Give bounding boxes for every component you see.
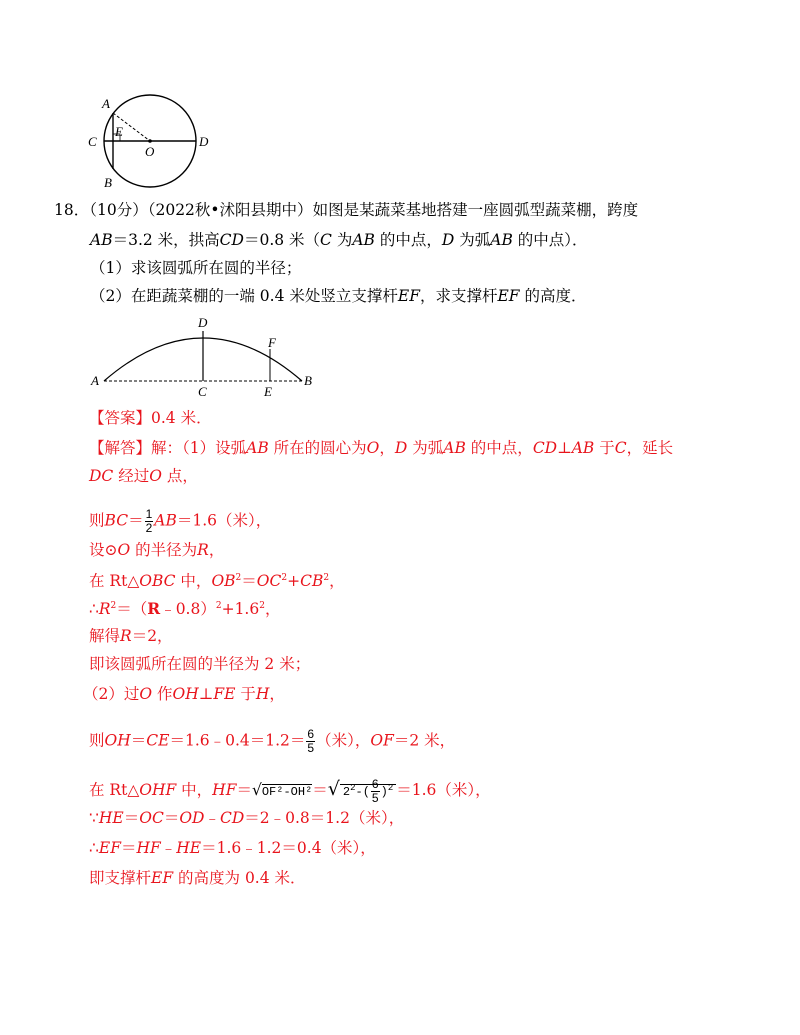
var: CE <box>146 731 170 750</box>
var: C <box>614 439 627 457</box>
var: CD <box>219 809 245 827</box>
solution-text: ＝2， <box>131 627 173 645</box>
var-ab: AB <box>352 231 375 249</box>
solution-text: 于 <box>594 439 615 457</box>
solution-text: ＝（ <box>116 600 148 619</box>
solution-line-5 <box>89 568 345 591</box>
exponent: 2 <box>387 783 394 793</box>
var: OB <box>211 572 236 591</box>
fraction-numerator: 6 <box>307 727 315 741</box>
var: D <box>394 439 408 457</box>
solution-line-3 <box>89 508 271 535</box>
solution-text: ， <box>208 541 225 559</box>
problem-line-2 <box>90 230 588 250</box>
solution-text: ， <box>269 685 285 703</box>
solution-line-12 <box>89 808 404 828</box>
solution-text: ，延长 <box>626 439 674 457</box>
problem-text: 为弧 <box>454 231 491 249</box>
solution-text: ， <box>264 600 281 619</box>
var: BC <box>104 511 129 530</box>
solution-text: + <box>287 572 301 591</box>
question-1 <box>90 258 301 278</box>
solution-line-4 <box>89 540 224 560</box>
var: AB <box>154 511 177 530</box>
solution-text: +1.6 <box>221 600 260 619</box>
solution-text: ＝ <box>241 572 257 591</box>
problem-score: （10分） <box>89 201 148 219</box>
label-b: B <box>104 175 112 190</box>
solution-line-6 <box>89 596 280 619</box>
var-c: C <box>320 231 332 249</box>
label-f: F <box>268 335 276 350</box>
solution-text: ﹣ <box>204 809 220 827</box>
fraction-six-fifths <box>306 728 315 755</box>
solution-text: ＝ <box>236 781 252 799</box>
arch-figure <box>88 312 328 402</box>
circle-figure <box>82 88 222 194</box>
var-ef: EF <box>397 287 420 305</box>
var: R <box>98 600 111 619</box>
solution-text: 作 <box>152 685 173 703</box>
var-ab: AB <box>90 231 113 249</box>
var-ef: EF <box>497 287 520 305</box>
solution-text: 的高度为 0.4 米． <box>173 869 306 887</box>
var-bold: R <box>147 599 161 619</box>
solution-text: 经过 <box>113 467 150 485</box>
solution-line-14 <box>89 868 306 888</box>
solution-line-8 <box>89 654 310 674</box>
solution-text: 则 <box>89 731 105 750</box>
solution-line-9 <box>83 684 285 704</box>
problem-text: ＝0.8 米（ <box>243 231 321 249</box>
label-b: B <box>304 373 312 388</box>
var: OH <box>172 685 199 703</box>
sqrt-expression-2 <box>327 777 396 806</box>
label-d: D <box>198 315 208 330</box>
solution-text: ∴ <box>89 839 99 857</box>
var: OC <box>139 809 164 827</box>
var: HE <box>98 809 124 827</box>
var: DC <box>89 467 114 485</box>
solution-text: （2）过 <box>83 685 140 703</box>
problem-text: 为 <box>331 231 353 249</box>
solution-text: ∵ <box>89 809 99 827</box>
var: EF <box>98 839 121 857</box>
sqrt-sign-icon: √ <box>251 781 262 799</box>
label-e: E <box>115 124 123 139</box>
solution-text: 中， <box>176 781 213 799</box>
var: EF <box>151 869 174 887</box>
solution-text: 中， <box>175 572 212 591</box>
var: HF <box>212 781 237 799</box>
solution-text: ＝1.6﹣0.4＝1.2＝ <box>169 731 306 750</box>
solution-text: 的中点， <box>465 439 533 457</box>
question-2-text: 的高度． <box>519 287 587 305</box>
solution-text: ＝ <box>312 781 328 799</box>
solution-line-2 <box>89 466 198 486</box>
solution-text: ＝1.6﹣1.2＝0.4（米）， <box>201 839 376 857</box>
solution-text: 即支撑杆 <box>89 869 152 887</box>
solution-text: ⊥ <box>557 439 572 457</box>
problem-line-1 <box>54 200 638 220</box>
var: R <box>120 627 132 645</box>
var: FE <box>213 685 236 703</box>
sqrt-radicand: OF²-OH² <box>261 785 313 799</box>
solution-text: ＝2﹣0.8＝1.2（米）， <box>244 809 405 827</box>
solution-text: ＝ <box>163 809 180 827</box>
label-o: O <box>145 144 155 159</box>
solution-text: （米）， <box>316 731 371 750</box>
solution-text: ， <box>329 572 345 591</box>
solution-line-13 <box>89 838 376 858</box>
label-a: A <box>91 373 99 388</box>
solution-text: ＝ <box>128 511 144 530</box>
solution-text: 为弧 <box>407 439 444 457</box>
solution-text: 于 <box>235 685 256 703</box>
var: O <box>139 685 153 703</box>
question-2-text: （2）在距蔬菜棚的一端 0.4 米处竖立支撑杆 <box>90 287 398 305</box>
question-2 <box>90 286 586 306</box>
answer-tag: 【答案】 <box>89 409 152 427</box>
solution-text: ﹣ <box>160 839 177 857</box>
exponent: 2 <box>350 783 356 793</box>
solution-text: ﹣0.8） <box>160 600 216 619</box>
sqrt-expression-1 <box>252 781 312 799</box>
var: OD <box>179 809 205 827</box>
sqrt-radicand <box>340 777 396 806</box>
solution-line-10 <box>89 728 455 755</box>
var: H <box>255 685 270 703</box>
question-1-text: （1）求该圆弧所在圆的半径； <box>90 259 302 277</box>
solution-text: ∴ <box>89 600 99 619</box>
center-point <box>148 139 152 143</box>
fraction-denominator: 2 <box>145 521 153 535</box>
fraction-half <box>145 508 154 535</box>
var: O <box>149 467 162 485</box>
label-e: E <box>264 384 272 399</box>
solution-text: 点， <box>161 467 198 485</box>
label-c: C <box>198 384 207 399</box>
solution-text: 则 <box>89 511 105 530</box>
var: CD <box>532 439 558 457</box>
fraction-numerator: 6 <box>371 777 379 792</box>
solution-tag: 【解答】 <box>89 439 152 457</box>
sqrt-sign-icon: √ <box>327 778 340 800</box>
solution-line-11 <box>89 778 491 805</box>
var: HF <box>136 839 161 857</box>
fraction-denominator: 5 <box>371 791 379 806</box>
fraction-numerator: 1 <box>145 507 153 521</box>
solution-text: ＝1.6（米）， <box>176 511 272 530</box>
solution-text: ＝ <box>120 839 137 857</box>
solution-text: ， <box>379 439 395 457</box>
var: OC <box>256 572 282 591</box>
problem-number: 18． <box>54 201 90 219</box>
radicand-part: ) <box>380 785 388 799</box>
solution-text: 解：（1）设弧 <box>151 439 247 457</box>
radicand-part: -( <box>355 785 370 799</box>
exponent: 2 <box>323 573 330 583</box>
solution-line-7 <box>89 626 173 646</box>
problem-text: 的中点， <box>374 231 442 249</box>
solution-text: 在 Rt△ <box>89 572 140 591</box>
answer-line <box>89 408 212 428</box>
var: OBC <box>139 572 176 591</box>
solution-text: 解得 <box>89 627 121 645</box>
exponent: 2 <box>235 573 242 583</box>
fraction-six-fifths <box>371 778 380 805</box>
var-cd: CD <box>219 231 244 249</box>
solution-text: 设⊙ <box>89 541 118 559</box>
label-d: D <box>199 134 209 149</box>
exponent: 2 <box>259 601 265 611</box>
solution-text: 的半径为 <box>130 541 198 559</box>
solution-text: ＝ <box>123 809 140 827</box>
var: HE <box>176 839 202 857</box>
solution-text: ＝1.6（米）， <box>396 781 491 799</box>
solution-text: ＝2 米， <box>393 731 456 750</box>
var: CB <box>300 572 324 591</box>
exponent: 2 <box>215 601 222 611</box>
fraction-denominator: 5 <box>307 741 315 755</box>
var: OH <box>104 731 131 750</box>
solution-text: ＝ <box>130 731 147 750</box>
var: AB <box>443 439 466 457</box>
radicand-part: 2 <box>342 785 351 799</box>
var: R <box>197 541 209 559</box>
var-ab: AB <box>490 231 513 249</box>
label-c: C <box>88 134 97 149</box>
var: O <box>117 541 131 559</box>
label-a: A <box>102 96 110 111</box>
problem-text: 的中点）． <box>512 231 588 249</box>
answer-value: 0.4 米． <box>151 409 212 427</box>
problem-text: ＝3.2 米，拱高 <box>112 231 220 249</box>
var: AB <box>246 439 269 457</box>
solution-line-1 <box>89 438 673 458</box>
problem-source: （2022秋•沭阳县期中） <box>147 201 313 219</box>
solution-text: 所在的圆心为 <box>268 439 367 457</box>
question-2-text: ，求支撑杆 <box>419 287 498 305</box>
solution-text: ⊥ <box>198 685 214 703</box>
var: OHF <box>139 781 177 799</box>
var: OF <box>370 731 394 750</box>
exponent: 2 <box>110 601 117 611</box>
problem-text: 如图是某蔬菜基地搭建一座圆弧型蔬菜棚，跨度 <box>312 201 639 219</box>
exponent: 2 <box>281 573 288 583</box>
solution-text: 即该圆弧所在圆的半径为 2 米； <box>89 655 311 673</box>
var-d: D <box>441 231 455 249</box>
solution-text: 在 Rt△ <box>89 781 140 799</box>
var: O <box>366 439 380 457</box>
var: AB <box>571 439 595 457</box>
